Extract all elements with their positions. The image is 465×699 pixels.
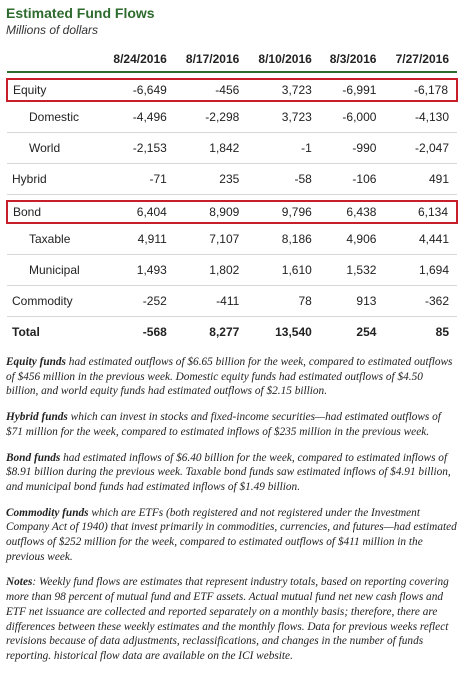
page-title: Estimated Fund Flows <box>6 5 155 21</box>
table-cell: -568 <box>142 325 167 339</box>
table-cell: 13,540 <box>275 325 312 339</box>
table-cell: 85 <box>435 325 449 339</box>
note-text: which can invest in stocks and fixed-income securities—had estimated outflows of $71 million for the week, compared to estimated inflows of $235 million in the previous week. <box>6 411 441 438</box>
table-cell: 8,186 <box>247 223 320 255</box>
column-header: 8/17/2016 <box>175 47 248 72</box>
table-cell: 8,277 <box>209 325 240 339</box>
table-row-domestic <box>7 101 457 133</box>
column-header: 8/3/2016 <box>320 47 385 72</box>
row-label: Hybrid <box>7 164 102 195</box>
table-cell: -6,991 <box>320 79 385 101</box>
note-lead: Commodity funds <box>6 506 89 519</box>
table-row-hybrid <box>7 164 457 195</box>
note-text: had estimated outflows of $6.65 billion for the week, compared to estimated outflows of $456 million in the previous week. Domestic equity funds had estimated outflows of $4.50 billion, and world equity funds had estimated outflows of $2.15 billion. <box>6 356 453 398</box>
column-header: 8/24/2016 <box>102 47 175 72</box>
table-cell: -2,298 <box>175 101 248 133</box>
note-lead: Notes <box>6 576 33 589</box>
row-label: Domestic <box>7 101 102 133</box>
table-cell: 1,842 <box>175 133 248 164</box>
bond-note <box>6 451 458 495</box>
row-label: Taxable <box>7 223 102 255</box>
table-row-total <box>7 317 457 348</box>
row-label: Municipal <box>7 255 102 286</box>
table-cell: 913 <box>320 286 385 317</box>
table-cell: -58 <box>247 164 320 195</box>
table-cell: -4,130 <box>384 101 457 133</box>
note-text: had estimated inflows of $6.40 billion for the week, compared to estimated inflows of $8.91 billion during the previous week. Taxable bond funds saw estimated inflows of $4.91 billion, and municipal bond funds had estimated inflows of $1.49 billion. <box>6 451 451 493</box>
table-cell: -411 <box>175 286 248 317</box>
commodity-note <box>6 506 458 565</box>
table-cell: 1,610 <box>247 255 320 286</box>
row-label: Equity <box>7 79 102 101</box>
table-row-municipal <box>7 255 457 286</box>
row-label: World <box>7 133 102 164</box>
table-cell: -1 <box>247 133 320 164</box>
table-cell: 1,532 <box>320 255 385 286</box>
table-cell: 1,802 <box>175 255 248 286</box>
table-cell: 3,723 <box>247 101 320 133</box>
column-header: 8/10/2016 <box>247 47 320 72</box>
row-label: Bond <box>7 201 102 223</box>
note-text: which are ETFs (both registered and not registered under the Investment Company Act of 1940) that invest primarily in commodities, currencies, and futures—had estimated outflows of $252 million for the week, compared to estimated outflows of $411 million in the previous week. <box>6 506 457 563</box>
column-header: 7/27/2016 <box>384 47 457 72</box>
hybrid-note <box>6 410 458 439</box>
table-cell: -6,000 <box>320 101 385 133</box>
table-cell: -990 <box>320 133 385 164</box>
table-cell: -456 <box>175 79 248 101</box>
table-cell: 7,107 <box>175 223 248 255</box>
note-lead: Bond funds <box>6 451 61 464</box>
note-lead: Equity funds <box>6 356 66 368</box>
table-cell: -362 <box>384 286 457 317</box>
row-label: Total <box>12 325 40 339</box>
table-cell: 1,493 <box>102 255 175 286</box>
table-cell: 6,404 <box>102 201 175 223</box>
table-cell: 4,906 <box>320 223 385 255</box>
page-subtitle: Millions of dollars <box>6 23 99 37</box>
table-cell: 3,723 <box>247 79 320 101</box>
table-cell: -2,047 <box>384 133 457 164</box>
table-cell: -106 <box>320 164 385 195</box>
table-cell: 6,438 <box>320 201 385 223</box>
table-cell: -6,649 <box>102 79 175 101</box>
note-lead: Hybrid funds <box>6 411 68 424</box>
table-cell: -4,496 <box>102 101 175 133</box>
table-header-row <box>7 47 457 72</box>
table-cell: 254 <box>356 325 377 339</box>
table-cell: -2,153 <box>102 133 175 164</box>
equity-note <box>6 355 458 399</box>
header-corner <box>7 47 102 72</box>
table-cell: 78 <box>247 286 320 317</box>
table-cell: 4,911 <box>102 223 175 255</box>
table-row-world <box>7 133 457 164</box>
table-cell: -252 <box>102 286 175 317</box>
table-cell: 8,909 <box>175 201 248 223</box>
table-row-commodity <box>7 286 457 317</box>
table-cell: 1,694 <box>384 255 457 286</box>
table-cell: 4,441 <box>384 223 457 255</box>
table-cell: 235 <box>175 164 248 195</box>
note-text: : Weekly fund flows are estimates that represent industry totals, based on reporting covering more than 98 percent of mutual fund and ETF assets. Actual mutual fund net new cash flows and ETF net issuance are collected and reported separately on a monthly basis; therefore, there are differences between these weekly estimates and the monthly flows. Data for previous weeks reflect revisions because of data adjustments, reclassifications, and changes in the number of funds reporting. historical flow data are available on the ICI website. <box>6 576 449 662</box>
table-row-bond <box>7 201 457 223</box>
fund-flows-table <box>6 47 458 347</box>
table-row-equity <box>7 79 457 101</box>
table-cell: 9,796 <box>247 201 320 223</box>
table-cell: -71 <box>102 164 175 195</box>
row-label: Commodity <box>7 286 102 317</box>
table-cell: 6,134 <box>384 201 457 223</box>
table-cell: 491 <box>384 164 457 195</box>
table-row-taxable <box>7 223 457 255</box>
table-cell: -6,178 <box>384 79 457 101</box>
methodology-note <box>6 575 458 663</box>
commentary <box>6 355 458 675</box>
